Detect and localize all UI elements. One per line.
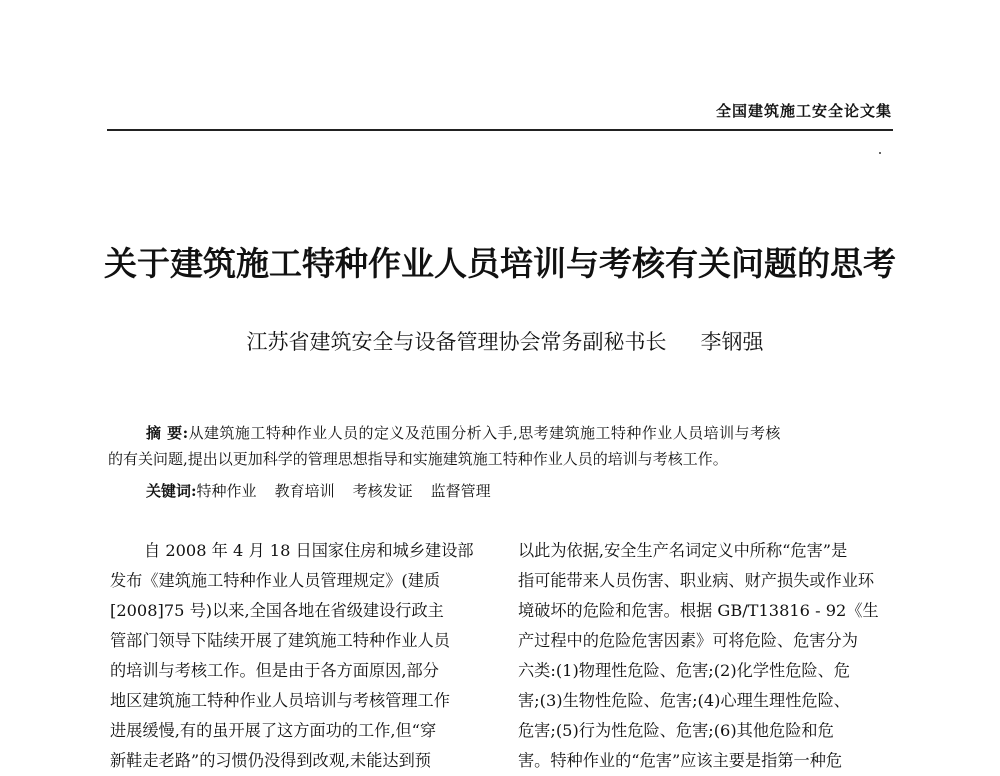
body-line: 发布《建筑施工特种作业人员管理规定》(建质 [110, 571, 441, 590]
body-line: 自 2008 年 4 月 18 日国家住房和城乡建设部 [144, 541, 474, 560]
body-line: 害。特种作业的“危害”应该主要是指第一种危 [518, 751, 843, 770]
author-affiliation: 江苏省建筑安全与设备管理协会常务副秘书长 [246, 330, 667, 354]
body-line: 产过程中的危险危害因素》可将危险、危害分为 [518, 631, 858, 650]
body-right-column [518, 536, 896, 776]
body-line: 危害;(5)行为性危险、危害;(6)其他危险和危 [518, 721, 834, 740]
body-line: 地区建筑施工特种作业人员培训与考核管理工作 [110, 691, 450, 710]
scan-speck [879, 152, 881, 154]
abstract-text-1: 从建筑施工特种作业人员的定义及范围分析入手,思考建筑施工特种作业人员培训与考核 [188, 424, 781, 442]
body-line: 以此为依据,安全生产名词定义中所称“危害”是 [518, 541, 848, 560]
body-line: 管部门领导下陆续开展了建筑施工特种作业人员 [110, 631, 450, 650]
abstract-line-2: 的有关问题,提出以更加科学的管理思想指导和实施建筑施工特种作业人员的培训与考核工作。 [108, 450, 728, 468]
abstract-label: 摘 要: [146, 424, 189, 442]
body-line: [2008]75 号)以来,全国各地在省级建设行政主 [110, 601, 444, 620]
body-line: 新鞋走老路”的习惯仍没得到改观,未能达到预 [110, 751, 431, 770]
body-line: 害;(3)生物性危险、危害;(4)心理生理性危险、 [518, 691, 850, 710]
body-line: 的培训与考核工作。但是由于各方面原因,部分 [110, 661, 439, 680]
keyword: 监督管理 [430, 482, 491, 500]
keyword: 考核发证 [352, 482, 413, 500]
paper-title: 关于建筑施工特种作业人员培训与考核有关问题的思考 [104, 244, 896, 283]
keyword: 教育培训 [274, 482, 335, 500]
body-line: 指可能带来人员伤害、职业病、财产损失或作业环 [518, 571, 875, 590]
author-line [0, 326, 1000, 356]
author-name: 李钢强 [700, 330, 764, 354]
body-line: 进展缓慢,有的虽开展了这方面功的工作,但“穿 [110, 721, 437, 740]
body-left-column [110, 536, 488, 776]
body-line: 六类:(1)物理性危险、危害;(2)化学性危险、危 [518, 661, 850, 680]
keywords [146, 480, 509, 501]
running-header: 全国建筑施工安全论文集 [715, 102, 892, 120]
keyword: 特种作业 [196, 482, 257, 500]
body-line: 境破坏的危险和危害。根据 GB/T13816 - 92《生 [518, 601, 879, 620]
keywords-label: 关键词: [146, 482, 197, 500]
abstract-line-1 [108, 420, 894, 446]
header-rule [107, 129, 893, 131]
abstract [108, 420, 894, 472]
